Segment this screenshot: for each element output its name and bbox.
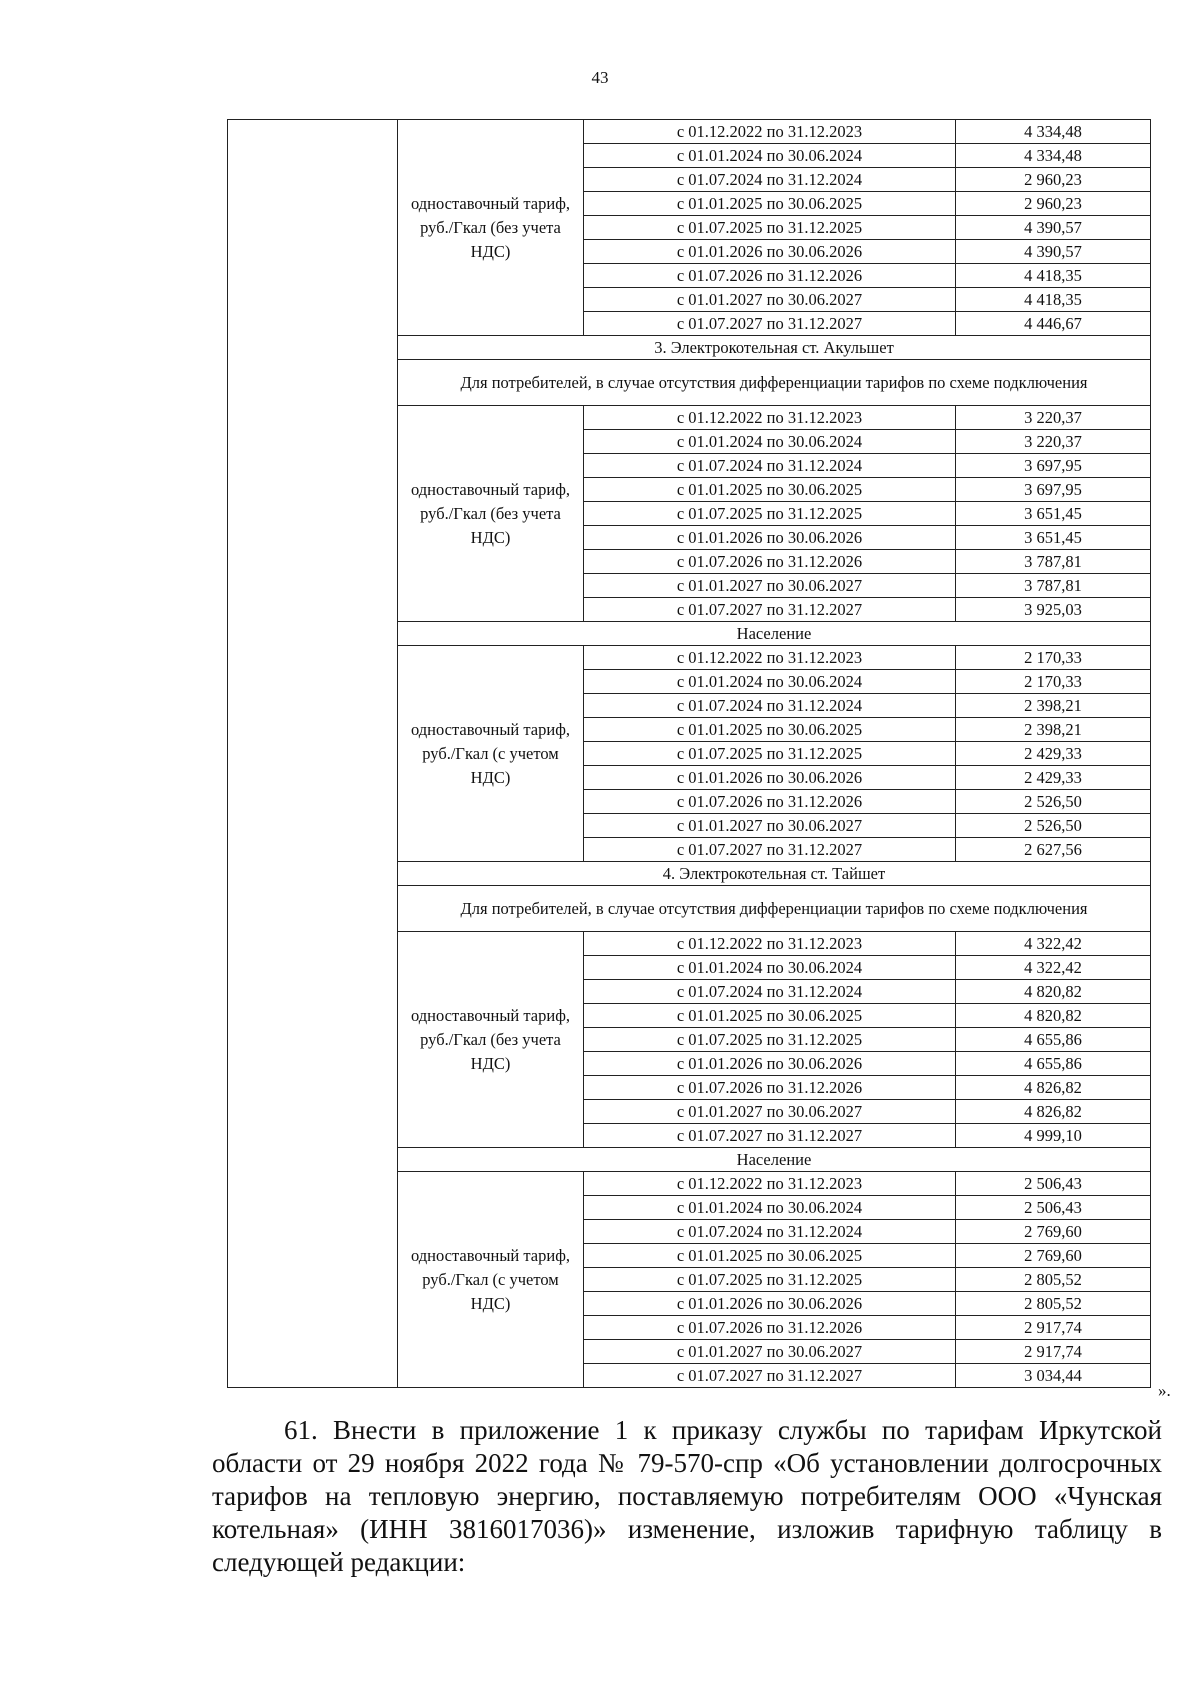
period-cell: с 01.12.2022 по 31.12.2023 <box>584 932 956 956</box>
amendment-paragraph: 61. Внести в приложение 1 к приказу службы по тарифам Иркутской области от 29 ноября 2022 года № 79-570-спр «Об установлении долгосрочных тарифов на тепловую энергию, поставляемую потребителям ООО «Чунская котельная» (ИНН 3816017036)» изменение, изложив тарифную таблицу в следующей редакции: <box>212 1415 1162 1577</box>
consumer-group-label: Население <box>398 1148 1151 1172</box>
tariff-value-cell: 4 820,82 <box>956 980 1151 1004</box>
tariff-type-label: одноставочный тариф, руб./Гкал (с учетом НДС) <box>398 646 584 862</box>
tariff-value-cell: 2 960,23 <box>956 168 1151 192</box>
tariff-value-cell: 3 697,95 <box>956 478 1151 502</box>
period-cell: с 01.07.2025 по 31.12.2025 <box>584 502 956 526</box>
tariff-value-cell: 3 651,45 <box>956 502 1151 526</box>
tariff-value-cell: 2 506,43 <box>956 1196 1151 1220</box>
tariff-table <box>227 119 1151 1388</box>
tariff-value-cell: 2 769,60 <box>956 1220 1151 1244</box>
period-cell: с 01.07.2025 по 31.12.2025 <box>584 1028 956 1052</box>
tariff-type-label: одноставочный тариф, руб./Гкал (без учета НДС) <box>398 932 584 1148</box>
tariff-value-cell: 4 418,35 <box>956 288 1151 312</box>
tariff-value-cell: 3 925,03 <box>956 598 1151 622</box>
period-cell: с 01.07.2024 по 31.12.2024 <box>584 980 956 1004</box>
section-title: 3. Электрокотельная ст. Акульшет <box>398 336 1151 360</box>
tariff-value-cell: 2 917,74 <box>956 1316 1151 1340</box>
period-cell: с 01.07.2026 по 31.12.2026 <box>584 1316 956 1340</box>
section-title: 4. Электрокотельная ст. Тайшет <box>398 862 1151 886</box>
tariff-value-cell: 4 322,42 <box>956 956 1151 980</box>
tariff-value-cell: 4 655,86 <box>956 1052 1151 1076</box>
tariff-value-cell: 2 170,33 <box>956 646 1151 670</box>
tariff-value-cell: 2 398,21 <box>956 718 1151 742</box>
period-cell: с 01.07.2025 по 31.12.2025 <box>584 742 956 766</box>
period-cell: с 01.01.2025 по 30.06.2025 <box>584 1244 956 1268</box>
period-cell: с 01.01.2026 по 30.06.2026 <box>584 240 956 264</box>
period-cell: с 01.01.2027 по 30.06.2027 <box>584 1340 956 1364</box>
period-cell: с 01.01.2027 по 30.06.2027 <box>584 1100 956 1124</box>
period-cell: с 01.07.2024 по 31.12.2024 <box>584 168 956 192</box>
tariff-value-cell: 4 334,48 <box>956 144 1151 168</box>
tariff-value-cell: 2 960,23 <box>956 192 1151 216</box>
tariff-value-cell: 2 170,33 <box>956 670 1151 694</box>
consumer-group-label: Для потребителей, в случае отсутствия дифференциации тарифов по схеме подключения <box>398 360 1151 406</box>
tariff-value-cell: 2 526,50 <box>956 790 1151 814</box>
period-cell: с 01.07.2025 по 31.12.2025 <box>584 1268 956 1292</box>
period-cell: с 01.07.2027 по 31.12.2027 <box>584 598 956 622</box>
organization-cell <box>228 120 398 1388</box>
tariff-value-cell: 2 429,33 <box>956 766 1151 790</box>
tariff-value-cell: 3 220,37 <box>956 430 1151 454</box>
tariff-value-cell: 4 826,82 <box>956 1076 1151 1100</box>
tariff-value-cell: 4 418,35 <box>956 264 1151 288</box>
period-cell: с 01.01.2025 по 30.06.2025 <box>584 718 956 742</box>
period-cell: с 01.12.2022 по 31.12.2023 <box>584 1172 956 1196</box>
period-cell: с 01.07.2026 по 31.12.2026 <box>584 790 956 814</box>
tariff-value-cell: 4 446,67 <box>956 312 1151 336</box>
period-cell: с 01.01.2025 по 30.06.2025 <box>584 192 956 216</box>
period-cell: с 01.07.2024 по 31.12.2024 <box>584 1220 956 1244</box>
page-number: 43 <box>591 68 609 87</box>
tariff-value-cell: 3 697,95 <box>956 454 1151 478</box>
tariff-value-cell: 4 390,57 <box>956 216 1151 240</box>
tariff-value-cell: 2 526,50 <box>956 814 1151 838</box>
period-cell: с 01.01.2026 по 30.06.2026 <box>584 1052 956 1076</box>
period-cell: с 01.07.2026 по 31.12.2026 <box>584 550 956 574</box>
period-cell: с 01.07.2027 по 31.12.2027 <box>584 1124 956 1148</box>
period-cell: с 01.01.2026 по 30.06.2026 <box>584 766 956 790</box>
period-cell: с 01.01.2026 по 30.06.2026 <box>584 526 956 550</box>
period-cell: с 01.12.2022 по 31.12.2023 <box>584 120 956 144</box>
tariff-value-cell: 2 398,21 <box>956 694 1151 718</box>
tariff-value-cell: 3 034,44 <box>956 1364 1151 1388</box>
period-cell: с 01.01.2024 по 30.06.2024 <box>584 430 956 454</box>
consumer-group-label: Для потребителей, в случае отсутствия дифференциации тарифов по схеме подключения <box>398 886 1151 932</box>
period-cell: с 01.07.2027 по 31.12.2027 <box>584 312 956 336</box>
period-cell: с 01.01.2024 по 30.06.2024 <box>584 1196 956 1220</box>
tariff-value-cell: 3 651,45 <box>956 526 1151 550</box>
tariff-value-cell: 4 820,82 <box>956 1004 1151 1028</box>
period-cell: с 01.12.2022 по 31.12.2023 <box>584 646 956 670</box>
tariff-value-cell: 4 390,57 <box>956 240 1151 264</box>
period-cell: с 01.01.2024 по 30.06.2024 <box>584 956 956 980</box>
period-cell: с 01.01.2024 по 30.06.2024 <box>584 144 956 168</box>
period-cell: с 01.01.2025 по 30.06.2025 <box>584 478 956 502</box>
tariff-value-cell: 4 826,82 <box>956 1100 1151 1124</box>
period-cell: с 01.01.2027 по 30.06.2027 <box>584 288 956 312</box>
period-cell: с 01.01.2027 по 30.06.2027 <box>584 574 956 598</box>
period-cell: с 01.07.2027 по 31.12.2027 <box>584 838 956 862</box>
tariff-table-body <box>228 120 1151 1388</box>
period-cell: с 01.01.2026 по 30.06.2026 <box>584 1292 956 1316</box>
tariff-value-cell: 4 999,10 <box>956 1124 1151 1148</box>
tariff-value-cell: 2 917,74 <box>956 1340 1151 1364</box>
tariff-value-cell: 2 506,43 <box>956 1172 1151 1196</box>
period-cell: с 01.12.2022 по 31.12.2023 <box>584 406 956 430</box>
consumer-group-label: Население <box>398 622 1151 646</box>
tariff-value-cell: 2 805,52 <box>956 1292 1151 1316</box>
tariff-value-cell: 2 769,60 <box>956 1244 1151 1268</box>
period-cell: с 01.07.2024 по 31.12.2024 <box>584 454 956 478</box>
period-cell: с 01.07.2024 по 31.12.2024 <box>584 694 956 718</box>
tariff-value-cell: 2 429,33 <box>956 742 1151 766</box>
tariff-type-label: одноставочный тариф, руб./Гкал (без учета НДС) <box>398 120 584 336</box>
closing-quote-mark: ». <box>1158 1381 1171 1400</box>
period-cell: с 01.01.2024 по 30.06.2024 <box>584 670 956 694</box>
tariff-type-label: одноставочный тариф, руб./Гкал (без учета НДС) <box>398 406 584 622</box>
period-cell: с 01.07.2026 по 31.12.2026 <box>584 1076 956 1100</box>
tariff-value-cell: 3 787,81 <box>956 550 1151 574</box>
tariff-value-cell: 4 655,86 <box>956 1028 1151 1052</box>
tariff-value-cell: 3 787,81 <box>956 574 1151 598</box>
period-cell: с 01.07.2025 по 31.12.2025 <box>584 216 956 240</box>
tariff-type-label: одноставочный тариф, руб./Гкал (с учетом НДС) <box>398 1172 584 1388</box>
tariff-value-cell: 2 805,52 <box>956 1268 1151 1292</box>
tariff-value-cell: 2 627,56 <box>956 838 1151 862</box>
period-cell: с 01.01.2025 по 30.06.2025 <box>584 1004 956 1028</box>
period-cell: с 01.01.2027 по 30.06.2027 <box>584 814 956 838</box>
period-cell: с 01.07.2027 по 31.12.2027 <box>584 1364 956 1388</box>
tariff-value-cell: 3 220,37 <box>956 406 1151 430</box>
table-row <box>228 120 1151 144</box>
tariff-value-cell: 4 334,48 <box>956 120 1151 144</box>
period-cell: с 01.07.2026 по 31.12.2026 <box>584 264 956 288</box>
tariff-value-cell: 4 322,42 <box>956 932 1151 956</box>
